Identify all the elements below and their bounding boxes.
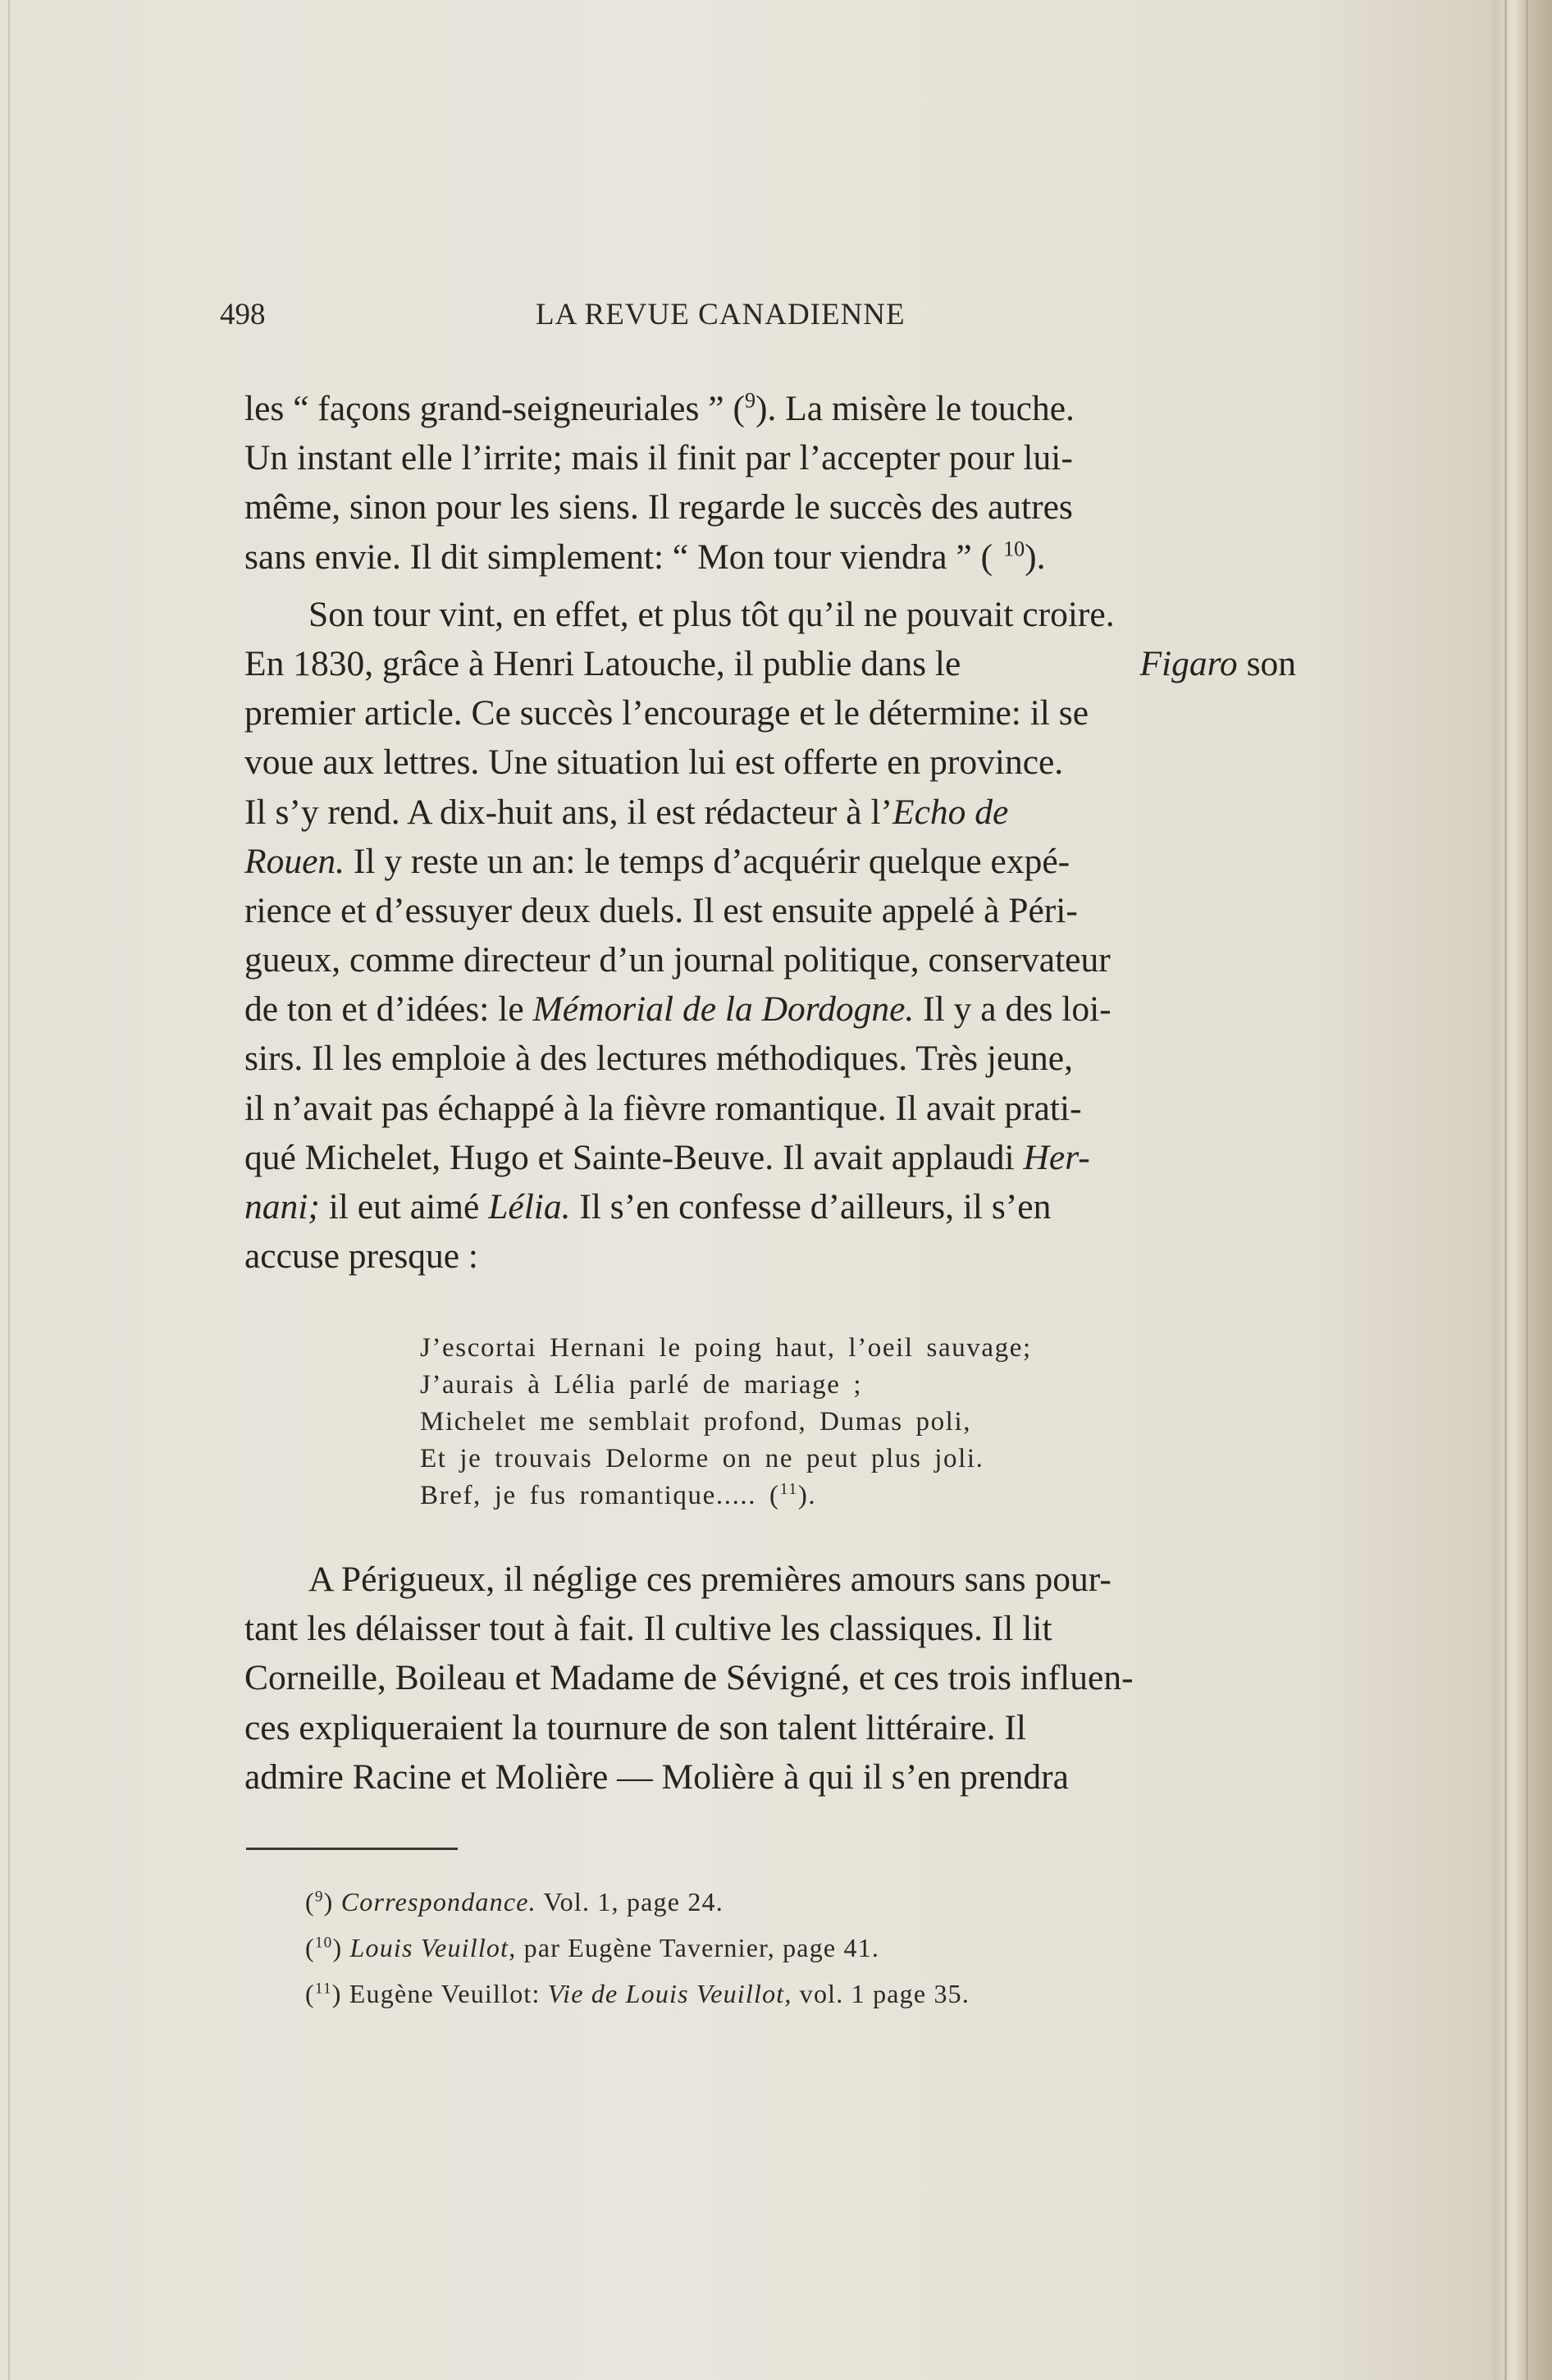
footnote-rule [246, 1848, 458, 1850]
text-line [244, 1084, 1296, 1133]
text-segment: Son tour vint, en effet, et plus tôt qu’il ne pouvait croire. [308, 594, 1115, 634]
text-line [244, 590, 1296, 639]
running-title: LA REVUE CANADIENNE [536, 298, 906, 331]
text-segment: les “ façons grand-seigneuriales ” ($^9$). La misère le touche. [244, 388, 1075, 428]
text-segment: Il s’y rend. A dix-huit ans, il est rédacteur à l’Echo de [244, 792, 1009, 832]
text-line [244, 482, 1296, 532]
footnote-9: ($^9$) Correspondance. Vol. 1, page 24. [305, 1887, 724, 1916]
text-segment: A Périgueux, il néglige ces premières amours sans pour- [308, 1560, 1112, 1599]
text-segment: En 1830, grâce à Henri Latouche, il publie dans le [244, 643, 961, 683]
text-line [244, 1182, 1296, 1231]
text-segment: Un instant elle l’irrite; mais il finit par l’accepter pour lui- [244, 438, 1073, 478]
text-segment: Rouen. Il y reste un an: le temps d’acquérir quelque expé- [244, 841, 1070, 881]
text-line [244, 688, 1296, 738]
text-line [244, 1703, 1296, 1752]
text-segment: tant les délaisser tout à fait. Il cultive les classiques. Il lit [244, 1609, 1052, 1649]
text-line [244, 1653, 1296, 1702]
running-header [220, 297, 1303, 340]
page-margin-line [8, 0, 10, 2380]
text-line [244, 886, 1296, 935]
footnote-10: ($^{10}$) Louis Veuillot, par Eugène Tavernier, page 41. [305, 1933, 880, 1962]
text-segment: gueux, comme directeur d’un journal politique, conservateur [244, 940, 1111, 980]
text-line [244, 1133, 1296, 1182]
text-line [244, 984, 1296, 1034]
text-segment: voue aux lettres. Une situation lui est offerte en province. [244, 742, 1064, 783]
verse-quotation [420, 1330, 1240, 1514]
text-segment: nani; il eut aimé Lélia. Il s’en confesse d’ailleurs, il s’en [244, 1187, 1052, 1227]
text-segment: premier article. Ce succès l’encourage et le détermine: il se [244, 693, 1089, 733]
text-line [244, 788, 1296, 837]
text-line [244, 1231, 1296, 1281]
text-segment: accuse presque : [244, 1236, 479, 1277]
text-line [244, 639, 1296, 688]
page-edge [1493, 0, 1552, 2380]
text-line [244, 738, 1296, 787]
text-line [244, 1555, 1296, 1604]
text-segment: de ton et d’idées: le Mémorial de la Dordogne. Il y a des loi- [244, 989, 1112, 1030]
footnotes [305, 1879, 1290, 2017]
text-segment: ces expliqueraient la tournure de son talent littéraire. Il [244, 1707, 1026, 1747]
text-line [244, 532, 1296, 582]
text-line [244, 433, 1296, 482]
text-line [244, 384, 1296, 433]
verse-line: Et je trouvais Delorme on ne peut plus joli. [420, 1444, 984, 1473]
text-segment: sans envie. Il dit simplement: “ Mon tour viendra ” ( $^{10}$). [244, 536, 1046, 577]
page-edge-line [1526, 0, 1528, 2380]
page-number: 498 [220, 298, 266, 331]
verse-line: Bref, je fus romantique..... ($^{11}$). [420, 1480, 817, 1510]
text-segment: même, sinon pour les siens. Il regarde le succès des autres [244, 487, 1073, 528]
text-segment: sirs. Il les emploie à des lectures méthodiques. Très jeune, [244, 1039, 1073, 1079]
text-segment: admire Racine et Molière — Molière à qui il s’en prendra [244, 1756, 1069, 1797]
text-line [244, 837, 1296, 886]
text-segment: qué Michelet, Hugo et Sainte-Beuve. Il avait applaudi Her- [244, 1137, 1090, 1177]
text-segment: il n’avait pas échappé à la fièvre romantique. Il avait prati- [244, 1088, 1082, 1128]
verse-line: J’aurais à Lélia parlé de mariage ; [420, 1370, 863, 1400]
verse-line: Michelet me semblait profond, Dumas poli, [420, 1407, 972, 1437]
page-edge-line [1504, 0, 1507, 2380]
text-segment: Figaro son [1139, 643, 1296, 683]
text-segment: Corneille, Boileau et Madame de Sévigné, et ces trois influen- [244, 1658, 1134, 1698]
text-line [244, 1604, 1296, 1653]
text-line [244, 1034, 1296, 1083]
text-line [244, 1752, 1296, 1802]
text-line [244, 935, 1296, 984]
verse-line: J’escortai Hernani le poing haut, l’oeil sauvage; [420, 1333, 1032, 1363]
body-text-continued [244, 1555, 1296, 1802]
text-segment: rience et d’essuyer deux duels. Il est ensuite appelé à Péri- [244, 890, 1078, 930]
footnote-11: ($^{11}$) Eugène Veuillot: Vie de Louis Veuillot, vol. 1 page 35. [305, 1979, 970, 2008]
body-text [244, 384, 1296, 1281]
